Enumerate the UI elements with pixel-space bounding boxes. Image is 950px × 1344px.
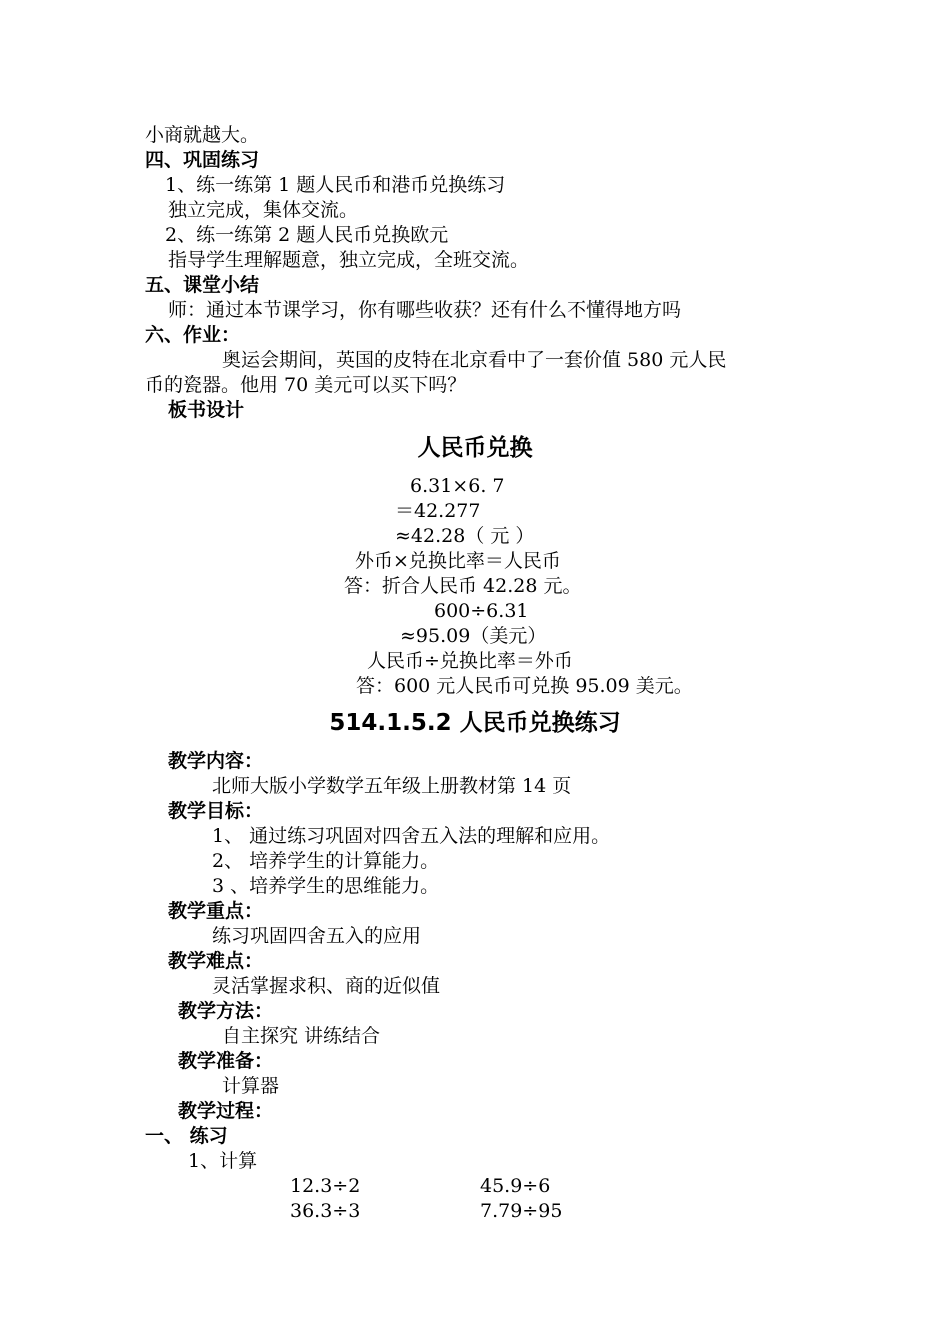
board-line: 人民币÷兑换比率＝外币 — [367, 650, 573, 672]
method-heading: 教学方法： — [178, 1000, 274, 1022]
text-line: 1、 通过练习巩固对四舍五入法的理解和应用。 — [212, 825, 611, 847]
board-title: 人民币兑换 — [417, 435, 533, 461]
text-line: 自主探究 讲练结合 — [222, 1025, 381, 1047]
exercise-item: 36.3÷3 — [290, 1200, 361, 1222]
board-line: 外币×兑换比率＝人民币 — [355, 550, 561, 572]
content-heading: 教学内容： — [168, 750, 264, 772]
text-line: 3 、培养学生的思维能力。 — [212, 875, 440, 897]
board-line: ≈95.09（美元） — [400, 625, 547, 647]
section-heading-practice: 一、 练习 — [145, 1125, 228, 1147]
text-line: 北师大版小学数学五年级上册教材第 14 页 — [212, 775, 572, 797]
exercise-item: 45.9÷6 — [480, 1175, 551, 1197]
board-line: ≈42.28（ 元 ） — [395, 525, 535, 547]
board-line: 6.31×6. 7 — [410, 475, 505, 497]
text-line: 2、练一练第 2 题人民币兑换欧元 — [165, 224, 449, 246]
text-line: 独立完成，集体交流。 — [168, 199, 359, 221]
board-line: ＝42.277 — [395, 500, 481, 522]
board-line: 答：折合人民币 42.28 元。 — [344, 575, 582, 597]
section-heading-5: 五、课堂小结 — [145, 274, 260, 296]
text-line: 指导学生理解题意，独立完成，全班交流。 — [168, 249, 530, 271]
exercise-item: 12.3÷2 — [290, 1175, 361, 1197]
text-line: 2、 培养学生的计算能力。 — [212, 850, 440, 872]
process-heading: 教学过程： — [178, 1100, 274, 1122]
key-heading: 教学重点： — [168, 900, 264, 922]
text-line: 1、练一练第 1 题人民币和港币兑换练习 — [165, 174, 506, 196]
text-line: 练习巩固四舍五入的应用 — [212, 925, 422, 947]
text-line: 计算器 — [222, 1075, 280, 1097]
board-design-heading: 板书设计 — [168, 399, 245, 421]
text-line: 1、计算 — [188, 1150, 258, 1172]
board-line: 答：600 元人民币可兑换 95.09 美元。 — [356, 675, 693, 697]
text-line: 师：通过本节课学习，你有哪些收获？还有什么不懂得地方吗 — [168, 299, 682, 321]
goal-heading: 教学目标： — [168, 800, 264, 822]
text-line: 灵活掌握求积、商的近似值 — [212, 975, 441, 997]
preparation-heading: 教学准备： — [178, 1050, 274, 1072]
text-line: 币的瓷器。他用 70 美元可以买下吗？ — [145, 374, 467, 396]
section-heading-4: 四、巩固练习 — [145, 149, 260, 171]
exercise-item: 7.79÷95 — [480, 1200, 563, 1222]
section-heading-6: 六、作业： — [145, 324, 241, 346]
difficulty-heading: 教学难点： — [168, 950, 264, 972]
text-line: 奥运会期间，英国的皮特在北京看中了一套价值 580 元人民 — [222, 349, 727, 371]
board-line: 600÷6.31 — [434, 600, 529, 622]
lesson-title: 514.1.5.2 人民币兑换练习 — [329, 710, 621, 736]
text-line: 小商就越大。 — [145, 124, 260, 146]
